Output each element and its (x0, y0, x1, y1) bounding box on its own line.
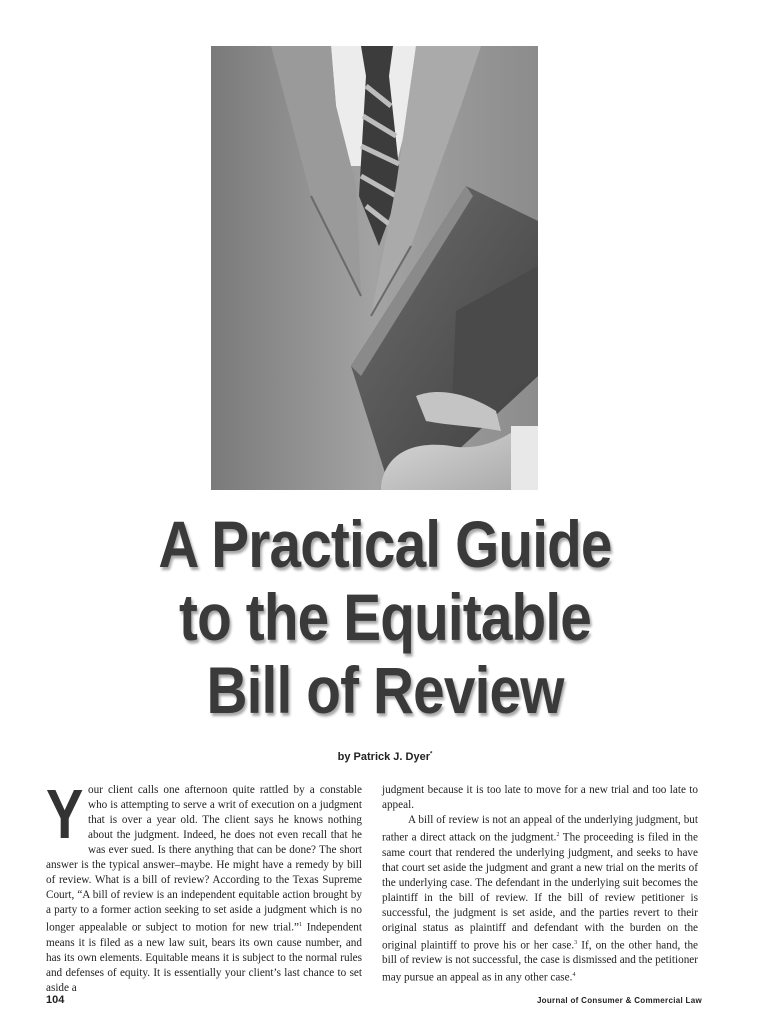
article-title-line-1: A Practical Guide (158, 507, 612, 581)
businessman-photo (211, 46, 538, 490)
intro-text: our client calls one afternoon quite rattled by a constable who is attempting to serve a writ of execution on a judgment that is over a year old. The client says he knows nothing about the judgment. Indeed, he does not even recall that he was ever sued. Is there anything that can be done? The short answer is the typical answer–maybe. He might have a remedy by bill of review. What is a bill of review? According to the Texas Supreme Court, “A bill of review is an independent equitable action brought by a party to a former action seeking to set aside a judgment which is no longer appealable or subject to motion for new trial.” (46, 784, 362, 934)
paragraph-text-a: A bill of review is not an appeal of the underlying judgment, but rather a direct attack on the judgment. (382, 814, 698, 844)
journal-name: Journal of Consumer & Commercial Law (536, 996, 702, 1005)
author-footnote-mark: * (430, 751, 433, 758)
paragraph-text-c: If, on the other hand, the bill of review is not successful, the case is dismissed and the petitioner may pursue an appeal as in any other case. (382, 939, 698, 985)
paragraph-text-b: The proceeding is filed in the same court that rendered the underlying judgment, and seeks to have that court set aside the judgment and grant a new trial on the merits of the underlying case. The defendant in the underlying suit becomes the plaintiff in the bill of review. If the bill of review petitioner is successful, the judgment is set aside, and the parties revert to their original status as plaintiff and defendant with the burden on the original plaintiff to prove his or her case. (382, 831, 698, 952)
footnote-ref-3: 3 (574, 939, 578, 946)
article-title-line-2: to the Equitable (179, 580, 591, 654)
continued-paragraph: judgment because it is too late to move for a new trial and too late to appeal. (382, 784, 698, 811)
byline (0, 751, 770, 763)
footnote-ref-2: 2 (556, 832, 560, 838)
right-column (382, 783, 698, 986)
drop-cap: Y (46, 775, 84, 853)
intro-paragraph (46, 775, 363, 996)
footnote-ref-1: 1 (299, 922, 302, 928)
article-title-line-3: Bill of Review (206, 653, 564, 727)
footnote-ref-4: 4 (572, 972, 576, 979)
intro-text-continued: Independent means it is filed as a new law suit, bears its own cause number, and has its own elements. Equitable means it is subject to the normal rules and defenses of equity. It is essentially your client’s last chance to set aside a (46, 921, 363, 994)
page-number: 104 (46, 994, 65, 1006)
left-column (46, 775, 363, 996)
bill-of-review-paragraph (382, 813, 698, 986)
author-name: by Patrick J. Dyer (337, 751, 430, 763)
